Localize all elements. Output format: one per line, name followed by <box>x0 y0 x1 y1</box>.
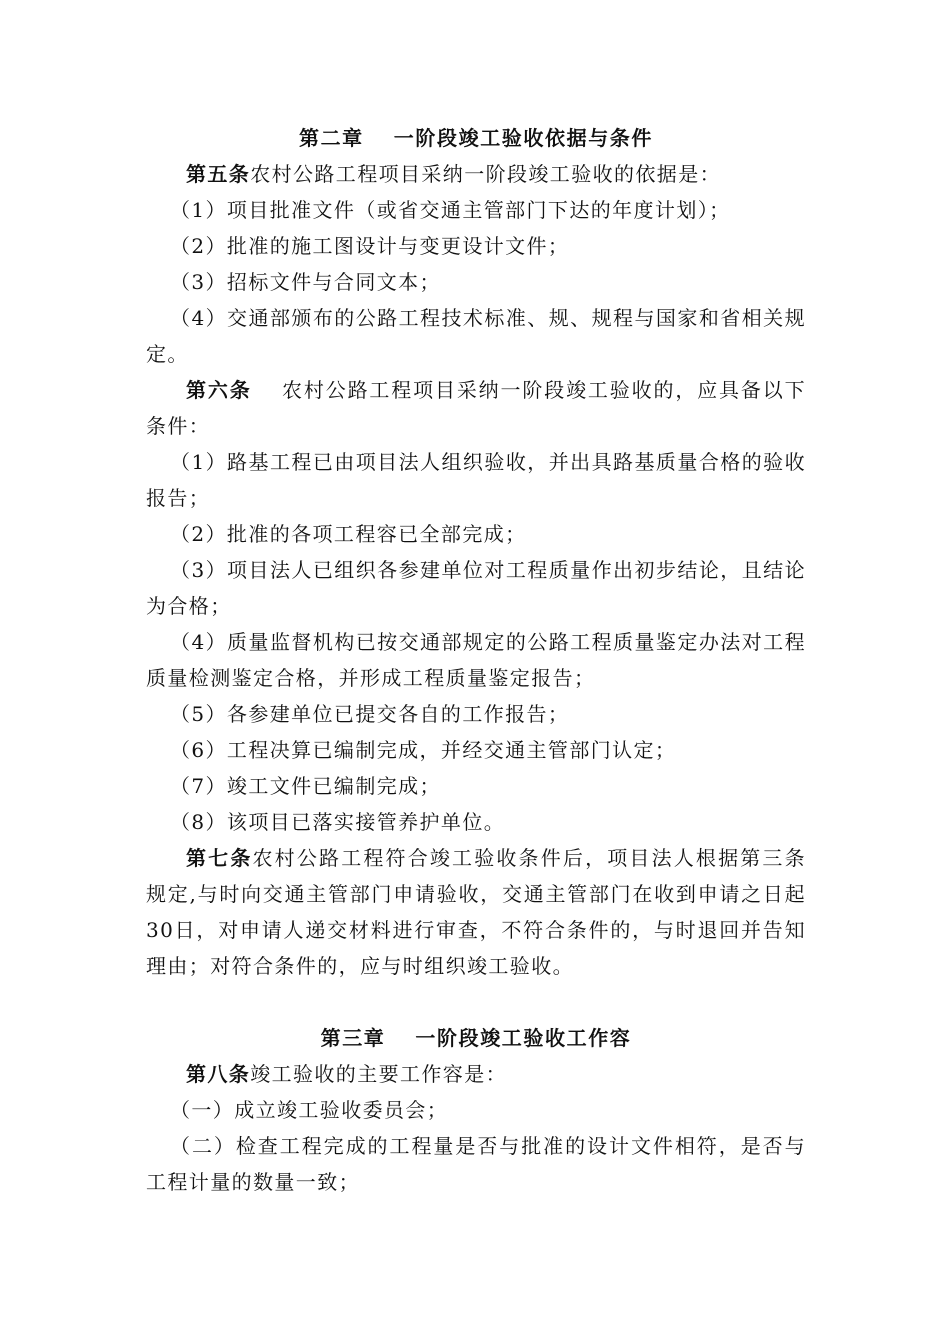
article-5-item-2: （2）批准的施工图设计与变更设计文件； <box>170 234 570 258</box>
article-5-label: 第五条 <box>186 162 251 186</box>
article-7-label: 第七条 <box>186 846 253 870</box>
article-5-item-1: （1）项目批准文件（或省交通主管部门下达的年度计划）； <box>170 198 731 222</box>
article-7-text: 农村公路工程符合竣工验收条件后，项目法人根据第三条规定,与时向交通主管部门申请验收，交通主管部门在收到申请之日起30日，对申请人递交材料进行审查，不符合条件的，与时退回并告知理由；对符合条件的，应与时组织竣工验收。 <box>146 846 807 978</box>
article-8-text: 竣工验收的主要工作容是： <box>250 1062 508 1086</box>
article-8-intro <box>146 1056 806 1092</box>
chapter-3-number: 第三章 <box>320 1026 386 1050</box>
article-6-item-2: （2）批准的各项工程容已全部完成； <box>170 522 527 546</box>
article-6-item-6: （6）工程决算已编制完成，并经交通主管部门认定； <box>170 738 677 762</box>
document-body <box>146 120 806 1200</box>
article-6-intro <box>146 372 806 444</box>
chapter-2-heading <box>146 120 806 156</box>
chapter-2-title: 一阶段竣工验收依据与条件 <box>393 126 653 150</box>
article-5-item-3: （3）招标文件与合同文本； <box>170 270 441 294</box>
article-6-item-1: （1）路基工程已由项目法人组织验收，并出具路基质量合格的验收报告； <box>146 450 806 510</box>
article-6-item-4: （4）质量监督机构已按交通部规定的公路工程质量鉴定办法对工程质量检测鉴定合格，并形成工程质量鉴定报告； <box>146 630 806 690</box>
article-5-intro <box>146 156 806 192</box>
article-5-text: 农村公路工程项目采纳一阶段竣工验收的依据是： <box>250 162 722 186</box>
article-8-item-2: （二）检查工程完成的工程量是否与批准的设计文件相符，是否与工程计量的数量一致； <box>146 1134 806 1194</box>
chapter-3-heading <box>146 1020 806 1056</box>
article-6-item-8: （8）该项目已落实接管养护单位。 <box>170 810 506 834</box>
article-8-label: 第八条 <box>186 1062 251 1086</box>
article-5-item-4: （4）交通部颁布的公路工程技术标准、规、规程与国家和省相关规定。 <box>146 306 806 366</box>
chapter-3-title: 一阶段竣工验收工作容 <box>415 1026 632 1050</box>
chapter-2-number: 第二章 <box>298 126 364 150</box>
article-6-item-7: （7）竣工文件已编制完成； <box>170 774 441 798</box>
article-6-text: 农村公路工程项目采纳一阶段竣工验收的，应具备以下条件： <box>146 378 806 438</box>
article-7 <box>146 840 806 984</box>
article-8-item-1: （一）成立竣工验收委员会； <box>170 1098 449 1122</box>
article-6-item-3: （3）项目法人已组织各参建单位对工程质量作出初步结论，且结论为合格； <box>146 558 806 618</box>
article-6-label: 第六条 <box>186 378 252 402</box>
article-6-item-5: （5）各参建单位已提交各自的工作报告； <box>170 702 570 726</box>
